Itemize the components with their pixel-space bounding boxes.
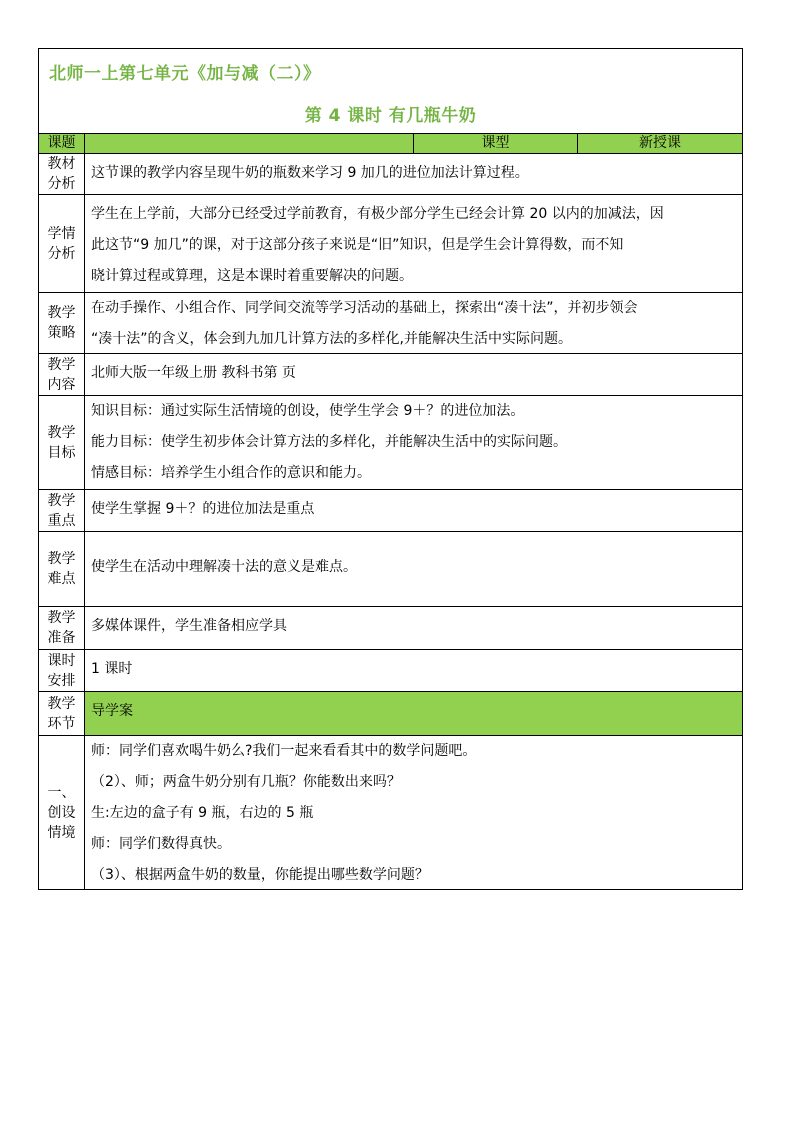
lesson-plan-table — [38, 48, 743, 890]
text-line: 此这节“9 加几”的课，对于这部分孩子来说是“旧”知识，但是学生会计算得数，而不知 — [91, 237, 624, 253]
row-label: 教学目标 — [39, 396, 85, 489]
row-stage — [39, 691, 742, 735]
row-content — [85, 692, 742, 735]
lesson-type-label: 课型 — [414, 134, 578, 153]
text-line: 使学生掌握 9＋？的进位加法是重点 — [91, 501, 315, 517]
row-label: 教学重点 — [39, 490, 85, 531]
row-label: 教学准备 — [39, 607, 85, 649]
text-line: 北师大版一年级上册 教科书第 页 — [91, 365, 296, 381]
text-line: 师：同学们喜欢喝牛奶么?我们一起来看看其中的数学问题吧。 — [91, 743, 477, 759]
text-line: 学生在上学前，大部分已经受过学前教育，有极少部分学生已经会计算 20 以内的加减法，因 — [91, 206, 664, 222]
lesson-title: 第 4 课时 有几瓶牛奶 — [304, 106, 477, 126]
row-content — [85, 195, 742, 292]
text-line: 使学生在活动中理解凑十法的意义是难点。 — [91, 559, 357, 575]
row-content — [85, 607, 742, 649]
row-content — [39, 353, 742, 395]
row-key — [39, 489, 742, 531]
row-students — [39, 194, 742, 292]
text-line: 这节课的教学内容呈现牛奶的瓶数来学习 9 加几的进位加法计算过程。 — [91, 165, 529, 181]
text-line: 导学案 — [91, 703, 133, 719]
text-line: 在动手操作、小组合作、同学间交流等学习活动的基础上，探索出“凑十法”，并初步领会 — [91, 300, 638, 316]
text-line: （2）、师；两盒牛奶分别有几瓶？你能数出来吗？ — [91, 774, 401, 790]
text-line: 多媒体课件，学生准备相应学具 — [91, 618, 287, 634]
topic-label: 课题 — [39, 134, 85, 153]
row-content-body — [85, 354, 742, 395]
text-line: 1 课时 — [91, 661, 133, 677]
row-material — [39, 153, 742, 194]
unit-title: 北师一上第七单元《加与减（二）》 — [49, 64, 321, 84]
text-line: “凑十法”的含义，体会到九加几计算方法的多样化,并能解决生活中实际问题。 — [91, 331, 572, 347]
row-strategy — [39, 292, 742, 353]
title-row — [39, 49, 742, 133]
row-content — [85, 736, 742, 889]
row-goals — [39, 395, 742, 489]
row-content — [85, 532, 742, 606]
row-content — [85, 650, 742, 691]
text-line: 生:左边的盒子有 9 瓶，右边的 5 瓶 — [91, 805, 314, 821]
row-difficulty — [39, 531, 742, 606]
row-label: 教学策略 — [39, 293, 85, 353]
row-content — [85, 396, 742, 489]
row-content — [85, 154, 742, 194]
topic-value — [85, 134, 414, 153]
row-label: 教学内容 — [39, 354, 85, 395]
text-line: （3）、根据两盒牛奶的数量，你能提出哪些数学问题？ — [91, 867, 429, 883]
lesson-type-value: 新授课 — [639, 135, 681, 151]
text-line: 晓计算过程或算理，这是本课时着重要解决的问题。 — [91, 268, 413, 284]
row-label: 教学难点 — [39, 532, 85, 606]
text-line: 情感目标：培养学生小组合作的意识和能力。 — [91, 465, 371, 481]
row-content — [85, 490, 742, 531]
row-schedule — [39, 649, 742, 691]
text-line: 知识目标：通过实际生活情境的创设，使学生学会 9＋？的进位加法。 — [91, 403, 525, 419]
row-scene — [39, 735, 742, 889]
topic-row — [39, 133, 742, 153]
text-line: 师：同学们数得真快。 — [91, 836, 231, 852]
row-content — [85, 293, 742, 353]
row-label: 教材分析 — [39, 154, 85, 194]
row-label: 课时安排 — [39, 650, 85, 691]
row-label: 教学环节 — [39, 692, 85, 735]
row-label: 学情分析 — [39, 195, 85, 292]
row-prep — [39, 606, 742, 649]
text-line: 能力目标：使学生初步体会计算方法的多样化，并能解决生活中的实际问题。 — [91, 434, 567, 450]
row-label: 一、创设情境 — [39, 736, 85, 889]
